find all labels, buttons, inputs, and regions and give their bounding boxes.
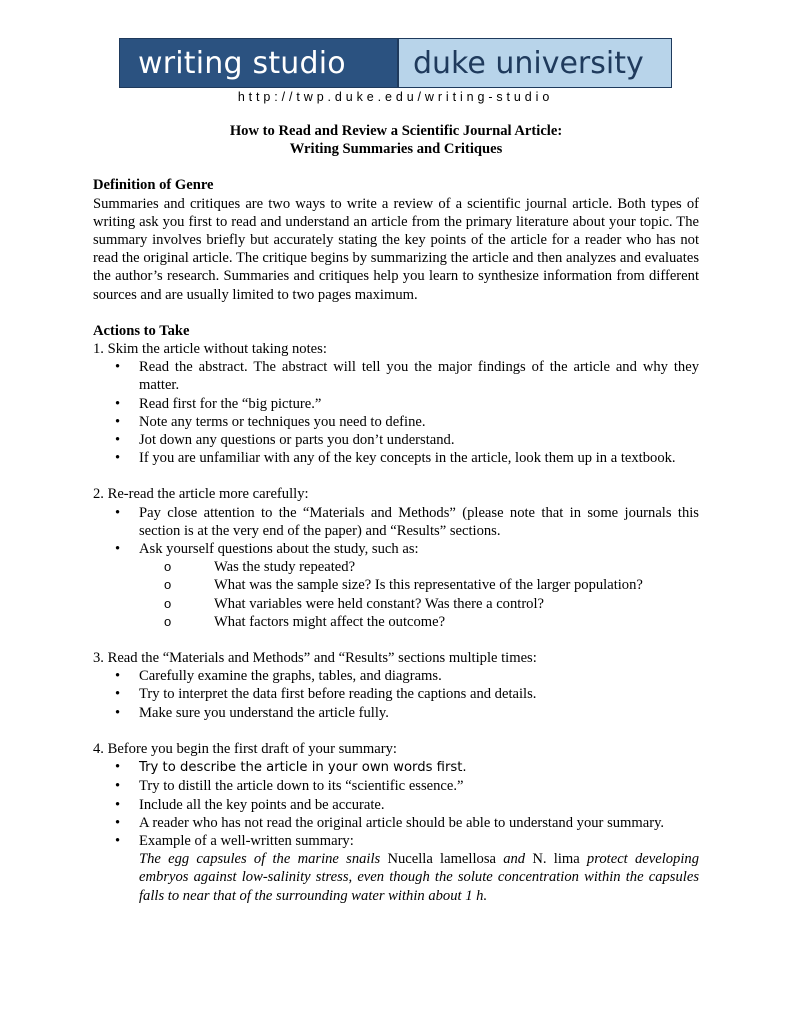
step3-list [93, 667, 699, 722]
step3-label: 3. Read the “Materials and Methods” and “Results” sections multiple times: [93, 650, 537, 667]
step4-list [93, 758, 699, 905]
list-item: • Carefully examine the graphs, tables, and diagrams. [115, 668, 442, 685]
bullet-icon: • [115, 541, 121, 558]
brand-writing-studio: writing studio [120, 39, 397, 87]
step4-label: 4. Before you begin the first draft of your summary: [93, 740, 397, 757]
list-item: • If you are unfamiliar with any of the key concepts in the article, look them up in a textbook. [115, 450, 676, 467]
document-body [93, 122, 699, 905]
bullet-icon: • [115, 450, 121, 467]
bullet-icon: • [115, 832, 121, 849]
doc-title-line2: Writing Summaries and Critiques [289, 141, 503, 158]
sub-list-item: o What was the sample size? Is this representative of the larger population? [164, 577, 643, 594]
bullet-icon: • [115, 778, 121, 795]
header-url[interactable]: http://twp.duke.edu/writing-studio [237, 90, 554, 104]
list-item: • A reader who has not read the original article should be able to understand your summary. [115, 814, 665, 831]
bullet-icon: • [115, 796, 121, 813]
bullet-icon: • [115, 359, 121, 376]
step2-list [93, 504, 699, 631]
definition-paragraph: Summaries and critiques are two ways to write a review of a scientific journal article. Both types of writing ask you first to read and understand an article from the primary literature about your topic. The summary involves briefly but accurately stating the key points of the article for a reader who has not read the original article. The critique begins by summarizing the article and then analyzes and evaluates the author’s research. Summaries and critiques help you learn to synthesize information from different sources and are usually limited to two pages maximum. [93, 195, 699, 303]
bullet-icon: • [115, 668, 121, 685]
species-name: N. lima [532, 851, 580, 868]
step2-label: 2. Re-read the article more carefully: [93, 486, 309, 503]
doc-title-line1: How to Read and Review a Scientific Journal Article: [229, 123, 563, 139]
bullet-icon: • [115, 395, 121, 412]
sub-bullet-icon: o [164, 577, 172, 593]
sub-bullet-icon: o [164, 613, 172, 629]
step1-label: 1. Skim the article without taking notes: [93, 341, 327, 358]
list-item: • Example of a well-written summary: The egg capsules of the marine snails Nucella lamellosa and N. lima protect developing embryos against low-salinity stress, even though the solute concentration within the capsules falls to near that of the surrounding water within about 1 h. [115, 832, 699, 904]
list-item: • Jot down any questions or parts you don’t understand. [115, 432, 455, 449]
species-name: Nucella lamellosa [387, 851, 496, 868]
bullet-icon: • [115, 413, 121, 430]
bullet-icon: • [115, 504, 121, 521]
list-item: • Ask yourself questions about the study, such as: o Was the study repeated? o What was the sample size? Is this representative of the larger population? o What variables were held constant? Was there a control? o What factors might affect the outcome? [93, 540, 699, 631]
list-item: • Note any terms or techniques you need to define. [115, 413, 426, 430]
list-item: • Try to describe the article in your own words first. [115, 759, 467, 776]
list-item: • Read first for the “big picture.” [115, 395, 322, 412]
sub-bullet-icon: o [164, 559, 172, 575]
sub-list-item: o What factors might affect the outcome? [164, 613, 446, 630]
bullet-icon: • [115, 686, 121, 703]
list-item: • Try to interpret the data first before reading the captions and details. [115, 686, 537, 703]
bullet-icon: • [115, 432, 121, 449]
header-banner [119, 38, 672, 88]
sub-list-item: o Was the study repeated? [164, 559, 356, 576]
step1-list [93, 358, 699, 467]
actions-heading: Actions to Take [93, 322, 190, 339]
definition-heading: Definition of Genre [93, 177, 214, 194]
sub-list-item: o What variables were held constant? Was there a control? [164, 595, 545, 612]
bullet-icon: • [115, 704, 121, 721]
sub-bullet-icon: o [164, 595, 172, 611]
step2-sublist [139, 558, 699, 631]
bullet-icon: • [115, 759, 121, 776]
list-item: • Make sure you understand the article fully. [115, 704, 389, 721]
list-item: • Read the abstract. The abstract will tell you the major findings of the article and why they matter. [115, 359, 699, 394]
list-item: • Pay close attention to the “Materials and Methods” (please note that in some journals this section is at the very end of the paper) and “Results” sections. [115, 504, 699, 539]
example-summary: The egg capsules of the marine snails Nucella lamellosa and N. lima protect developing embryos against low-salinity stress, even though the solute concentration within the capsules falls to near that of the surrounding water within about 1 h. [139, 851, 699, 904]
brand-duke-university: duke university [397, 39, 671, 87]
list-item: • Include all the key points and be accurate. [115, 796, 385, 813]
bullet-icon: • [115, 814, 121, 831]
list-item: • Try to distill the article down to its “scientific essence.” [115, 778, 464, 795]
